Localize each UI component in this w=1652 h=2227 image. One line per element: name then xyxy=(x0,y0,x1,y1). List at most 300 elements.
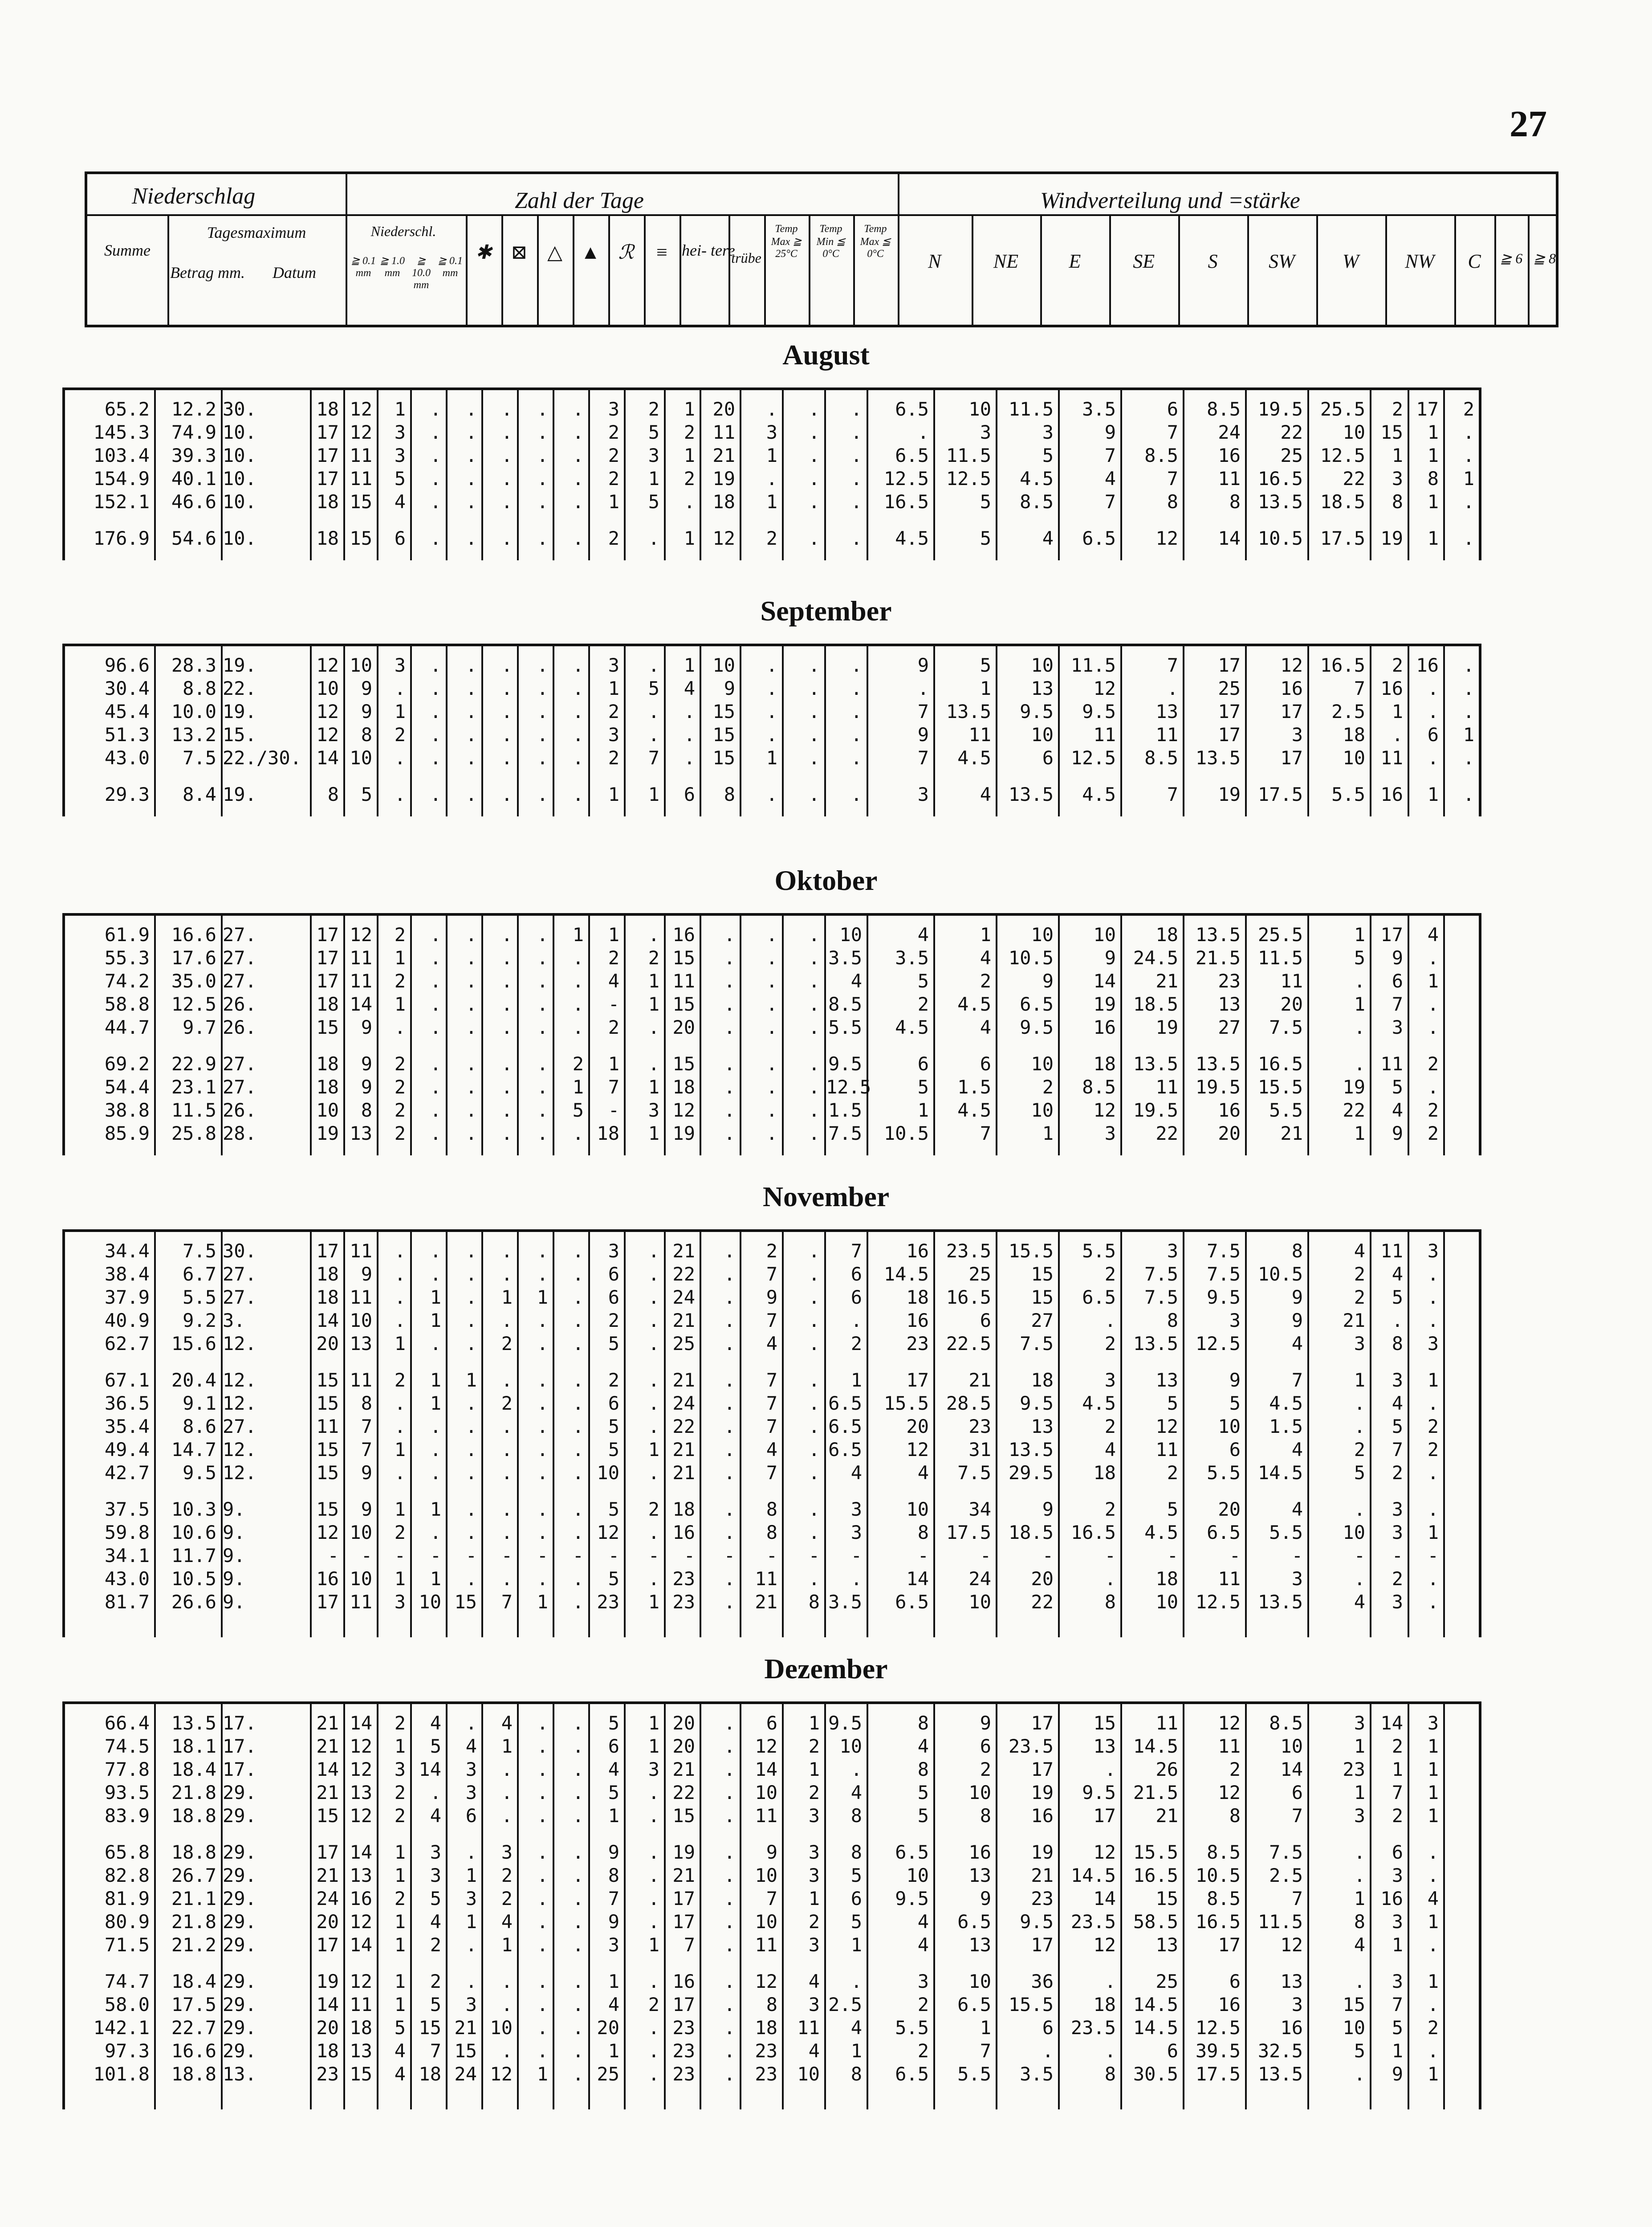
table-cell: 29. xyxy=(223,1805,256,1827)
table-cell: 4 xyxy=(394,2040,406,2062)
table-cell: 1 xyxy=(394,1439,406,1460)
table-cell: 4 xyxy=(850,970,862,992)
table-cell: 4.5 xyxy=(1082,783,1116,805)
table-cell: 20 xyxy=(1218,1122,1241,1144)
table-cell: . xyxy=(808,1240,820,1262)
table-cell: 11.7 xyxy=(171,1545,216,1566)
table-cell: 2 xyxy=(608,1369,619,1391)
table-cell: . xyxy=(648,1016,659,1038)
table-cell: . xyxy=(537,1782,548,1803)
table-cell: . xyxy=(501,1758,513,1780)
table-cell: . xyxy=(850,724,862,746)
table-cell: 1 xyxy=(394,701,406,722)
table-cell: 154.9 xyxy=(93,468,150,489)
table-cell: 15 xyxy=(672,993,695,1015)
table-cell: 5 xyxy=(394,2017,406,2039)
table-cell: . xyxy=(724,1016,735,1038)
table-cell: 18 xyxy=(1343,724,1365,746)
table-cell: 9 xyxy=(980,1712,991,1734)
table-cell: . xyxy=(572,1712,584,1734)
table-cell: 19.5 xyxy=(1257,398,1303,420)
table-cell: . xyxy=(766,1122,777,1144)
table-cell: 3 xyxy=(917,783,929,805)
table-cell: 9.5 xyxy=(1082,1782,1116,1803)
table-cell: . xyxy=(917,421,929,443)
table-cell: 18 xyxy=(419,2063,441,2085)
table-cell: . xyxy=(808,701,820,722)
table-cell: 1 xyxy=(684,527,695,549)
table-cell: 7.5 xyxy=(183,1240,216,1262)
table-cell: 1 xyxy=(501,1735,513,1757)
table-cell: 12 xyxy=(712,527,735,549)
table-cell: . xyxy=(808,1122,820,1144)
table-cell: 5.5 xyxy=(1082,1240,1116,1262)
table-cell: 1.5 xyxy=(1269,1415,1303,1437)
table-cell: - xyxy=(850,1545,862,1566)
table-cell: 11 xyxy=(1380,747,1403,769)
table-cell: 23 xyxy=(755,2063,777,2085)
table-cell: 1 xyxy=(608,1053,619,1075)
table-cell: 15.6 xyxy=(171,1333,216,1354)
table-cell: 17 xyxy=(1093,1805,1116,1827)
table-cell: . xyxy=(501,1369,513,1391)
group-windverteilung: Windverteilung und =stärke xyxy=(1040,188,1300,213)
table-cell: 20 xyxy=(1218,1498,1241,1520)
table-cell: . xyxy=(537,1498,548,1520)
table-cell: 1 xyxy=(394,947,406,969)
table-cell: 7 xyxy=(501,1591,513,1613)
table-cell: . xyxy=(430,468,441,489)
table-cell: 4 xyxy=(808,2040,820,2062)
table-cell: 27. xyxy=(223,1053,256,1075)
table-cell: 10.5 xyxy=(883,1122,929,1144)
table-cell: 5 xyxy=(608,1439,619,1460)
table-cell: 15 xyxy=(316,1498,339,1520)
table-cell: 17 xyxy=(1416,398,1439,420)
table-cell: 2 xyxy=(394,970,406,992)
table-cell: . xyxy=(648,1263,659,1285)
table-cell: 7 xyxy=(980,1122,991,1144)
table-cell: 25 xyxy=(597,2063,619,2085)
table-cell: 12 xyxy=(1280,654,1303,676)
table-cell: 3.5 xyxy=(1020,2063,1054,2085)
table-cell: 176.9 xyxy=(93,527,150,549)
month-table-november xyxy=(62,1229,1481,1637)
table-cell: . xyxy=(1427,1263,1439,1285)
table-cell: 20 xyxy=(316,2017,339,2039)
table-cell: 2 xyxy=(1427,1122,1439,1144)
table-cell: 8.5 xyxy=(1207,1888,1241,1909)
table-cell: . xyxy=(537,421,548,443)
table-cell: 3 xyxy=(1104,1369,1116,1391)
table-cell: 14 xyxy=(316,1309,339,1331)
table-cell: 3.5 xyxy=(828,1591,862,1613)
table-cell: . xyxy=(537,1309,548,1331)
table-cell: 13.5 xyxy=(1133,1053,1178,1075)
table-cell: 1 xyxy=(394,1934,406,1956)
table-cell: 21 xyxy=(1156,970,1178,992)
table-cell: 15 xyxy=(316,1369,339,1391)
table-cell: 10 xyxy=(712,654,735,676)
table-cell: 18 xyxy=(672,1498,695,1520)
table-cell: 74.5 xyxy=(104,1735,150,1757)
table-cell: 4 xyxy=(1354,1591,1365,1613)
table-cell: 23 xyxy=(597,1591,619,1613)
hdr-wind-6: W xyxy=(1343,250,1359,272)
table-cell: 16 xyxy=(1380,1888,1403,1909)
table-cell: 9.5 xyxy=(1020,701,1054,722)
table-cell: . xyxy=(537,445,548,466)
table-cell: . xyxy=(537,677,548,699)
table-cell: 14 xyxy=(1280,1758,1303,1780)
table-cell: 5 xyxy=(850,1864,862,1886)
month-table-dezember xyxy=(62,1701,1481,2109)
table-cell: . xyxy=(501,924,513,946)
table-cell: 15 xyxy=(316,1016,339,1038)
table-cell: 15 xyxy=(1031,1263,1054,1285)
table-cell: 10 xyxy=(755,1864,777,1886)
table-cell: 3 xyxy=(394,1591,406,1613)
table-cell: 18 xyxy=(316,1263,339,1285)
table-cell: 15 xyxy=(712,724,735,746)
table-cell: 29. xyxy=(223,2040,256,2062)
table-cell: 3 xyxy=(608,1934,619,1956)
table-cell: 6.7 xyxy=(183,1263,216,1285)
table-cell: . xyxy=(808,1016,820,1038)
table-cell: . xyxy=(684,701,695,722)
table-cell: - xyxy=(1167,1545,1178,1566)
table-cell: 27. xyxy=(223,1263,256,1285)
table-cell: . xyxy=(430,421,441,443)
table-cell: 21 xyxy=(454,2017,477,2039)
table-cell: 17 xyxy=(316,421,339,443)
table-cell: 14 xyxy=(316,1758,339,1780)
table-cell: . xyxy=(766,970,777,992)
table-cell: 18 xyxy=(316,491,339,513)
table-cell: 8.5 xyxy=(1207,398,1241,420)
table-cell: 4 xyxy=(917,1735,929,1757)
table-cell: 17 xyxy=(316,1591,339,1613)
table-cell: 8 xyxy=(980,1805,991,1827)
table-cell: 2 xyxy=(394,724,406,746)
table-cell: . xyxy=(501,1439,513,1460)
table-cell: . xyxy=(724,924,735,946)
table-cell: 9 xyxy=(608,1911,619,1933)
table-cell: 23 xyxy=(672,1568,695,1590)
table-cell: 10 xyxy=(968,1970,991,1992)
table-cell: 39.5 xyxy=(1195,2040,1241,2062)
table-cell: 12 xyxy=(350,1911,372,1933)
table-cell: 2 xyxy=(917,2040,929,2062)
table-cell: . xyxy=(537,2017,548,2039)
table-cell: 3 xyxy=(1167,1240,1178,1262)
table-cell: . xyxy=(430,783,441,805)
table-cell: 22.9 xyxy=(171,1053,216,1075)
table-cell: 2 xyxy=(394,1099,406,1121)
table-cell: . xyxy=(724,1888,735,1909)
table-cell: 11 xyxy=(1093,724,1116,746)
table-cell: . xyxy=(394,1309,406,1331)
table-cell: 12.5 xyxy=(946,468,991,489)
table-cell: . xyxy=(501,1309,513,1331)
table-cell: 4 xyxy=(1291,1439,1303,1460)
table-cell: 13.5 xyxy=(1257,1591,1303,1613)
table-cell: 2 xyxy=(1354,1439,1365,1460)
table-cell: . xyxy=(648,1911,659,1933)
table-cell: 10 xyxy=(350,1568,372,1590)
table-cell: 8 xyxy=(1104,1591,1116,1613)
table-cell: . xyxy=(537,1076,548,1098)
table-cell: . xyxy=(808,445,820,466)
table-cell: 12.5 xyxy=(826,1076,871,1098)
table-cell: 5 xyxy=(1167,1498,1178,1520)
table-cell: . xyxy=(430,1076,441,1098)
table-cell: . xyxy=(1354,1392,1365,1414)
table-cell: 10 xyxy=(350,747,372,769)
table-cell: 12 xyxy=(1218,1782,1241,1803)
table-cell: 10 xyxy=(1031,1053,1054,1075)
table-cell: 6.5 xyxy=(1020,993,1054,1015)
table-cell: 16.5 xyxy=(946,1286,991,1308)
table-cell: 12.5 xyxy=(883,468,929,489)
table-cell: . xyxy=(766,1053,777,1075)
table-cell: 3 xyxy=(1392,1521,1403,1543)
table-cell: 28. xyxy=(223,1122,256,1144)
table-cell: 21.2 xyxy=(171,1934,216,1956)
month-table-oktober xyxy=(62,913,1481,1155)
table-cell: 3 xyxy=(430,1864,441,1886)
table-cell: . xyxy=(724,1841,735,1863)
hdr-wind-0: N xyxy=(928,250,941,272)
table-cell: 18 xyxy=(350,2017,372,2039)
table-cell: . xyxy=(430,677,441,699)
table-cell: 8 xyxy=(361,724,372,746)
table-cell: 8 xyxy=(327,783,339,805)
table-cell: 12.5 xyxy=(171,993,216,1015)
table-cell: 1 xyxy=(1354,1369,1365,1391)
table-cell: 5 xyxy=(608,1415,619,1437)
table-cell: . xyxy=(572,1240,584,1262)
table-cell: 3 xyxy=(1354,1805,1365,1827)
table-cell: 6 xyxy=(608,1735,619,1757)
table-cell: 9 xyxy=(361,1076,372,1098)
table-cell: 12 xyxy=(1093,1934,1116,1956)
table-cell: 2 xyxy=(1104,1498,1116,1520)
table-cell: 12 xyxy=(316,1521,339,1543)
table-cell: 14 xyxy=(755,1758,777,1780)
table-cell: 5 xyxy=(608,1498,619,1520)
table-cell: 26. xyxy=(223,993,256,1015)
month-title-november: November xyxy=(762,1181,890,1212)
table-cell: . xyxy=(808,1333,820,1354)
table-cell: 2 xyxy=(808,1782,820,1803)
table-cell: 1 xyxy=(430,1498,441,1520)
table-cell: 2 xyxy=(1354,1263,1365,1285)
table-cell: 13. xyxy=(223,2063,256,2085)
table-cell: 1 xyxy=(465,1911,477,1933)
table-cell: 4 xyxy=(394,2063,406,2085)
table-cell: 9.5 xyxy=(1207,1286,1241,1308)
table-cell: 3 xyxy=(1427,1333,1439,1354)
table-cell: 18.4 xyxy=(171,1758,216,1780)
table-cell: 62.7 xyxy=(104,1333,150,1354)
table-cell: - xyxy=(465,1545,477,1566)
table-cell: 142.1 xyxy=(93,2017,150,2039)
table-cell: . xyxy=(808,654,820,676)
table-cell: 65.2 xyxy=(104,398,150,420)
table-cell: 1 xyxy=(1427,1369,1439,1391)
table-cell: 18 xyxy=(1093,1994,1116,2015)
table-cell: . xyxy=(572,2063,584,2085)
table-cell: . xyxy=(766,724,777,746)
table-cell: 11 xyxy=(755,1805,777,1827)
table-cell: 8.5 xyxy=(1020,491,1054,513)
table-cell: 4 xyxy=(917,1911,929,1933)
table-cell: 16 xyxy=(672,924,695,946)
table-cell: 2 xyxy=(1354,1286,1365,1308)
table-cell: 2 xyxy=(1427,1439,1439,1460)
table-cell: 24 xyxy=(454,2063,477,2085)
table-cell: 4 xyxy=(430,1911,441,1933)
table-cell: 22.5 xyxy=(946,1333,991,1354)
table-cell: 14.7 xyxy=(171,1439,216,1460)
table-cell: . xyxy=(850,1758,862,1780)
table-cell: . xyxy=(1427,947,1439,969)
table-cell: . xyxy=(1354,970,1365,992)
table-cell: 8 xyxy=(917,1758,929,1780)
table-cell: 6.5 xyxy=(1082,527,1116,549)
table-cell: 2 xyxy=(572,1053,584,1075)
table-cell: . xyxy=(465,1841,477,1863)
table-cell: . xyxy=(766,1016,777,1038)
table-cell: 11 xyxy=(797,2017,820,2039)
table-cell: 17 xyxy=(1031,1758,1054,1780)
hdr-summe: Summe xyxy=(104,241,151,259)
table-cell: 2 xyxy=(1427,2017,1439,2039)
table-cell: . xyxy=(1427,1841,1439,1863)
table-cell: 13 xyxy=(350,1333,372,1354)
table-cell: . xyxy=(537,1758,548,1780)
table-cell: . xyxy=(501,445,513,466)
table-cell: 4.5 xyxy=(1020,468,1054,489)
table-cell: . xyxy=(1427,1462,1439,1484)
table-cell: 19 xyxy=(712,468,735,489)
table-cell: 5 xyxy=(394,468,406,489)
table-cell: . xyxy=(724,2017,735,2039)
table-cell: 6.5 xyxy=(895,2063,929,2085)
table-cell: 11.5 xyxy=(1257,947,1303,969)
table-cell: 3 xyxy=(1392,1591,1403,1613)
table-cell: 14.5 xyxy=(1070,1864,1116,1886)
table-cell: 17.5 xyxy=(1257,783,1303,805)
table-cell: 6 xyxy=(980,1309,991,1331)
table-cell: 4 xyxy=(808,1970,820,1992)
table-cell: 5.5 xyxy=(1269,1521,1303,1543)
table-cell: 23.5 xyxy=(1070,1911,1116,1933)
table-cell: 11 xyxy=(350,1369,372,1391)
table-cell: . xyxy=(808,1392,820,1414)
table-cell: 17 xyxy=(316,468,339,489)
table-cell: 22 xyxy=(1343,468,1365,489)
table-cell: 6 xyxy=(465,1805,477,1827)
table-cell: 11 xyxy=(1218,1568,1241,1590)
table-cell: 80.9 xyxy=(104,1911,150,1933)
table-cell: 10.5 xyxy=(1195,1864,1241,1886)
table-cell: 20 xyxy=(906,1415,929,1437)
table-cell: . xyxy=(465,993,477,1015)
table-cell: 8.5 xyxy=(1144,747,1178,769)
table-cell: 3 xyxy=(648,445,659,466)
table-cell: 15 xyxy=(316,1805,339,1827)
table-cell: 28.5 xyxy=(946,1392,991,1414)
table-cell: . xyxy=(572,1333,584,1354)
table-cell: 1 xyxy=(648,970,659,992)
table-cell: . xyxy=(766,924,777,946)
table-cell: . xyxy=(572,1392,584,1414)
table-cell: 27. xyxy=(223,1415,256,1437)
table-cell: 18 xyxy=(316,993,339,1015)
table-cell: 30. xyxy=(223,1240,256,1262)
table-cell: 22 xyxy=(672,1415,695,1437)
table-cell: . xyxy=(1427,701,1439,722)
table-cell: 9 xyxy=(1229,1369,1241,1391)
table-cell: 30.4 xyxy=(104,677,150,699)
table-cell: 20 xyxy=(1280,993,1303,1015)
table-cell: . xyxy=(808,724,820,746)
table-cell: 4.5 xyxy=(1269,1392,1303,1414)
table-cell: . xyxy=(572,1439,584,1460)
table-cell: 1 xyxy=(394,993,406,1015)
hdr-datum: Datum xyxy=(273,264,316,281)
table-cell: 14 xyxy=(1218,527,1241,549)
table-cell: 18 xyxy=(1156,924,1178,946)
table-cell: 1 xyxy=(430,1286,441,1308)
table-cell: 36.5 xyxy=(104,1392,150,1414)
table-cell: 13.5 xyxy=(1133,1333,1178,1354)
table-cell: 7.5 xyxy=(1144,1286,1178,1308)
table-cell: . xyxy=(572,1415,584,1437)
table-cell: 7 xyxy=(766,1309,777,1331)
table-cell: 1 xyxy=(766,747,777,769)
table-cell: . xyxy=(648,1415,659,1437)
table-cell: 11 xyxy=(1380,1053,1403,1075)
table-cell: 4 xyxy=(608,970,619,992)
table-cell: 7 xyxy=(1167,783,1178,805)
table-cell: . xyxy=(501,1568,513,1590)
table-cell: 4 xyxy=(1392,1099,1403,1121)
table-cell: . xyxy=(572,1888,584,1909)
table-cell: . xyxy=(537,701,548,722)
table-cell: 6 xyxy=(1042,2017,1054,2039)
table-cell: 13 xyxy=(350,2040,372,2062)
table-cell: 10 xyxy=(350,1309,372,1331)
table-cell: . xyxy=(501,421,513,443)
table-cell: 11 xyxy=(1156,724,1178,746)
table-cell: 23.1 xyxy=(171,1076,216,1098)
table-cell: . xyxy=(724,1521,735,1543)
table-cell: . xyxy=(537,1415,548,1437)
table-cell: 24 xyxy=(968,1568,991,1590)
table-cell: 18 xyxy=(672,1076,695,1098)
table-cell: 11 xyxy=(755,1568,777,1590)
table-cell: . xyxy=(465,468,477,489)
table-cell: 81.7 xyxy=(104,1591,150,1613)
table-cell: 10 xyxy=(1031,1099,1054,1121)
table-cell: . xyxy=(1427,1934,1439,1956)
table-cell: 46.6 xyxy=(171,491,216,513)
table-cell: 9.5 xyxy=(895,1888,929,1909)
table-cell: - xyxy=(501,1545,513,1566)
